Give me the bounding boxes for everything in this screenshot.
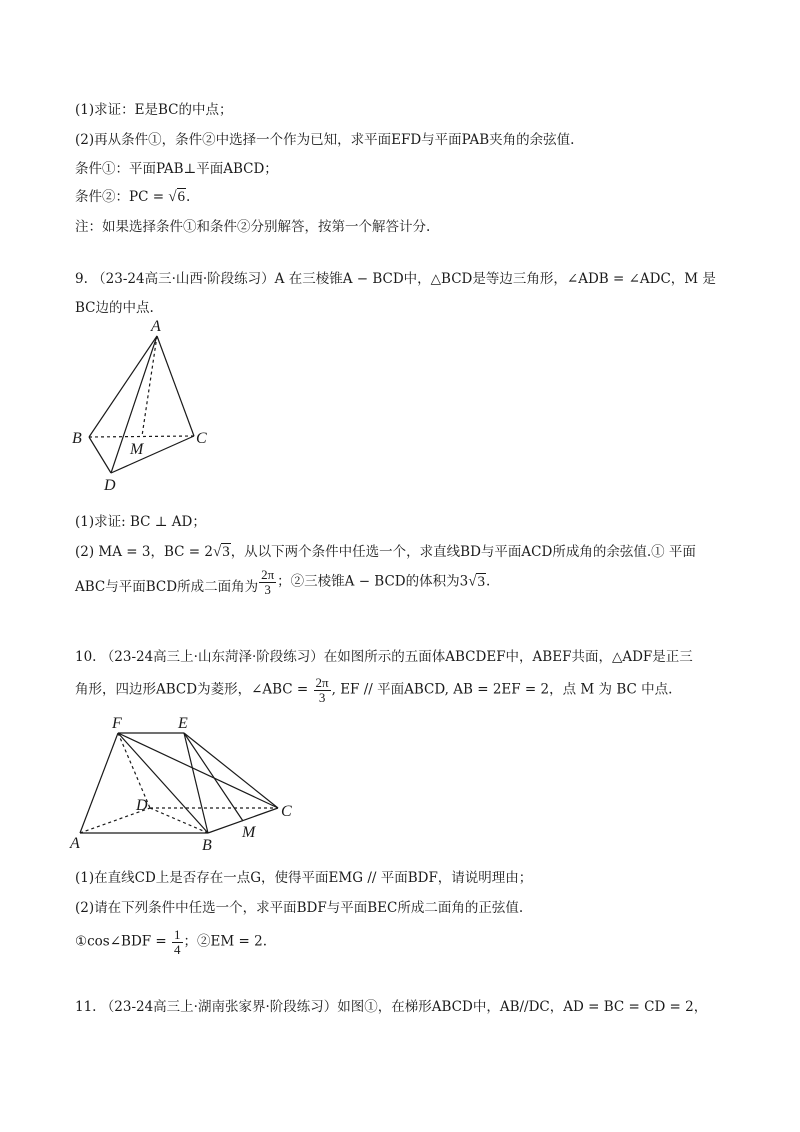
p9-q3-end: . bbox=[485, 573, 491, 590]
edge-BC-hidden bbox=[89, 436, 194, 437]
p8-question-1: (1)求证：E是BC的中点； bbox=[75, 102, 233, 118]
p9-q3-text-b: ；②三棱锥A − BCD的体积为3 bbox=[277, 573, 469, 590]
p10-cond-text-b: ；②EM = 2. bbox=[183, 933, 267, 950]
label-E: E bbox=[178, 715, 188, 732]
fraction-2pi-over-3: $\frac{2\pi}{3}$ bbox=[261, 567, 275, 597]
edge-BD bbox=[89, 437, 111, 473]
p10-question-1: (1)在直线CD上是否存在一点G，使得平面EMG // 平面BDF，请说明理由； bbox=[75, 870, 533, 886]
p10-heading-1: 10. （23-24高三上·山东菏泽·阶段练习）在如图所示的五面体ABCDEF中，ABEF共面，△ADF是正三 bbox=[75, 649, 693, 665]
p10-question-2: (2)请在下列条件中任选一个，求平面BDF与平面BEC所成二面角的正弦值. bbox=[75, 900, 524, 916]
edge-AM-hidden bbox=[142, 336, 157, 436]
edge-FA bbox=[80, 733, 118, 833]
p10-pentahedron-figure bbox=[60, 708, 310, 860]
p10-heading-2 bbox=[75, 676, 672, 704]
label-D: D bbox=[104, 477, 116, 494]
p9-question-2-cont bbox=[75, 568, 490, 596]
p9-q2-text-a: (2) MA = 3，BC = 2 bbox=[75, 544, 213, 560]
p9-question-1: (1)求证: BC ⊥ AD； bbox=[75, 514, 206, 530]
p11-heading: 11. （23-24高三上·湖南张家界·阶段练习）如图①，在梯形ABCD中，AB//DC，AD = BC = CD = 2， bbox=[75, 999, 708, 1015]
edge-AC bbox=[157, 336, 194, 436]
label-M: M bbox=[242, 824, 256, 841]
edge-DB-hidden bbox=[150, 808, 208, 833]
p9-heading-1: 9. （23-24高三·山西·阶段练习）A 在三棱锥A − BCD中，△BCD是等边三角形，∠ADB = ∠ADC，M 是 bbox=[75, 271, 716, 287]
edge-EB bbox=[184, 733, 208, 833]
sqrt-3-volume: √3 bbox=[468, 573, 485, 590]
p9-tetrahedron-figure bbox=[60, 318, 230, 498]
fraction-1-over-4: $\frac{1}{4}$ bbox=[174, 927, 181, 957]
p9-heading-2: BC边的中点. bbox=[75, 300, 154, 316]
label-A: A bbox=[151, 318, 161, 335]
fraction-2pi-over-3-b: $\frac{2\pi}{3}$ bbox=[315, 675, 329, 705]
label-C: C bbox=[281, 803, 292, 820]
label-M: M bbox=[130, 441, 144, 458]
p9-q3-text-a: ABC与平面BCD所成二面角为 bbox=[75, 578, 259, 595]
label-C: C bbox=[196, 430, 207, 447]
edge-AB bbox=[89, 336, 157, 437]
p9-question-2 bbox=[75, 540, 696, 561]
sqrt-3: √3 bbox=[212, 544, 230, 560]
p8-note: 注：如果选择条件①和条件②分别解答，按第一个解答计分. bbox=[75, 219, 431, 235]
p10-conditions bbox=[75, 928, 267, 956]
sqrt-6: √6 bbox=[168, 189, 186, 205]
p10-h2-text-b: , EF // 平面ABCD, AB = 2EF = 2，点 M 为 BC 中点. bbox=[331, 681, 673, 698]
label-B: B bbox=[202, 837, 212, 854]
p10-cond-text-a: ①cos∠BDF = bbox=[75, 933, 172, 950]
p8-question-2: (2)再从条件①，条件②中选择一个作为已知，求平面EFD与平面PAB夹角的余弦值. bbox=[75, 132, 575, 148]
label-A: A bbox=[70, 835, 80, 852]
label-F: F bbox=[112, 715, 122, 732]
p10-h2-text-a: 角形，四边形ABCD为菱形，∠ABC = bbox=[75, 681, 313, 698]
label-D: D bbox=[136, 797, 148, 814]
p8-condition-2-text: 条件②：PC = bbox=[75, 189, 169, 205]
label-B: B bbox=[72, 430, 82, 447]
p8-condition-1: 条件①：平面PAB⊥平面ABCD； bbox=[75, 161, 278, 177]
p9-q2-text-b: ，从以下两个条件中任选一个，求直线BD与平面ACD所成角的余弦值.① 平面 bbox=[230, 544, 696, 560]
edge-DC bbox=[111, 436, 194, 473]
p8-condition-2: 条件②：PC = √6. bbox=[75, 189, 191, 205]
